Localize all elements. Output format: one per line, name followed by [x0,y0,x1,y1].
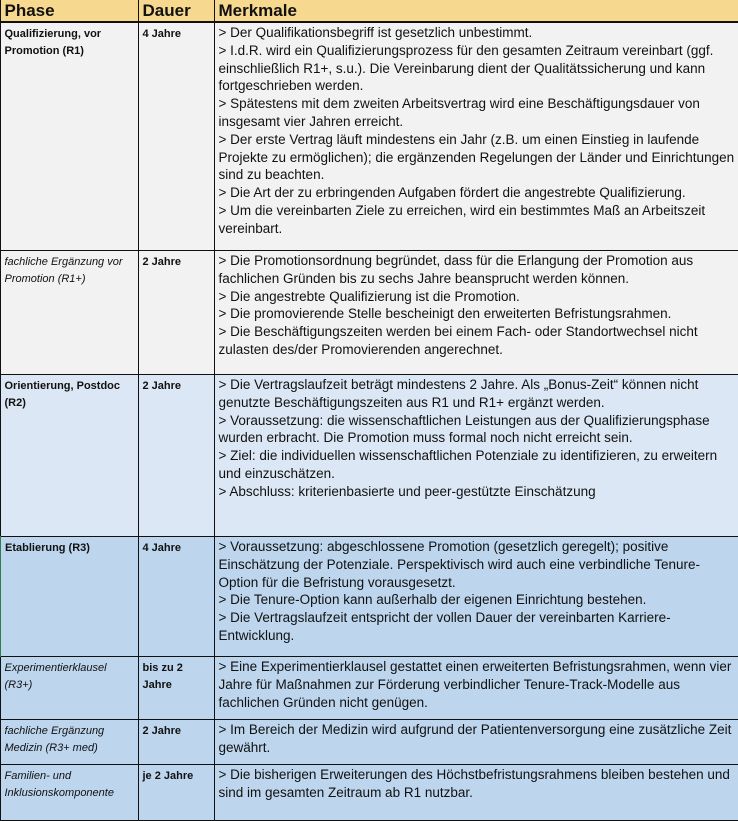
merkmal-item: > I.d.R. wird ein Qualifizierungsprozess für den gesamten Zeitraum vereinbart (ggf. einschließlich R1+, s.u.). Die Vereinbarung dient der Qualitätssicherung und kann fortgeschrieben werden. [218,42,714,94]
merkmale-cell [214,720,738,765]
header-dauer: Dauer [138,0,214,22]
merkmal-item: > Die angestrebte Qualifizierung ist die Promotion. [218,288,520,304]
phase-cell: fachliche Ergänzung vor Promotion (R1+) [0,251,138,375]
merkmal-item: > Abschluss: kriterienbasierte und peer-gestützte Einschätzung [218,483,596,499]
merkmal-item: > Voraussetzung: abgeschlossene Promotion (gesetzlich geregelt); positive Einschätzung der Potenziale. Perspektivisch wird auch eine verbindliche Tenure-Option für die Befristung vorausgesetzt. [218,539,701,590]
dauer-cell: 2 Jahre [138,375,214,537]
dauer-cell: 2 Jahre [138,720,214,765]
table-row-r2 [0,375,738,537]
table-row-r1 [0,22,738,251]
merkmal-item: > Ziel: die individuellen wissenschaftlichen Potenziale zu identifizieren, zu erweitern und einzuschätzen. [218,448,718,481]
merkmal-item: > Die Art der zu erbringenden Aufgaben fördert die angestrebte Qualifizierung. [218,185,686,201]
merkmal-item: > Die Beschäftigungszeiten werden bei einem Fach- oder Standortwechsel nicht zulasten des/der Promovierenden angerechnet. [218,324,698,357]
phase-cell: Experimentierklausel (R3+) [0,657,138,720]
merkmale-cell [214,375,738,537]
dauer-cell: bis zu 2 Jahre [138,657,214,720]
merkmal-item: > Der erste Vertrag läuft mindestens ein Jahr (z.B. um einen Einstieg in laufende Projekte zu ermöglichen); die ergänzenden Regelungen der Länder und Einrichtungen sind zu beachten. [218,131,735,183]
table-row-r3plus-med [0,720,738,765]
merkmal-item: > Spätestens mit dem zweiten Arbeitsvertrag wird eine Beschäftigungsdauer von insgesamt vier Jahren erreicht. [218,96,700,129]
merkmale-cell [214,765,738,821]
dauer-cell: 4 Jahre [138,537,214,657]
dauer-cell: je 2 Jahre [138,765,214,821]
merkmal-item: > Die promovierende Stelle bescheinigt den erweiterten Befristungsrahmen. [218,306,672,322]
phase-cell: Qualifizierung, vor Promotion (R1) [0,22,138,251]
merkmal-item: > Die Promotionsordnung begründet, dass für die Erlangung der Promotion aus fachlichen Gründen bis zu sechs Jahre beansprucht werden können. [218,253,694,286]
merkmal-item: > Die Vertragslaufzeit beträgt mindestens 2 Jahre. Als „Bonus-Zeit“ können nicht genutzte Beschäftigungszeiten aus R1 und R1+ ergänzt werden. [218,377,699,410]
dauer-cell: 2 Jahre [138,251,214,375]
table-row-familien [0,765,738,821]
phase-cell: Familien- und Inklusionskomponente [0,765,138,821]
merkmal-item: > Die bisherigen Erweiterungen des Höchstbefristungsrahmens bleiben bestehen und sind im gesamten Zeitraum ab R1 nutzbar. [218,767,730,800]
merkmale-cell [214,22,738,251]
dauer-cell: 4 Jahre [138,22,214,251]
merkmal-item: > Im Bereich der Medizin wird aufgrund der Patientenversorgung eine zusätzliche Zeit gewährt. [218,722,732,755]
phase-cell: fachliche Ergänzung Medizin (R3+ med) [0,720,138,765]
table-row-r3 [0,537,738,657]
phase-cell: Etablierung (R3) [0,537,138,657]
merkmal-item: > Voraussetzung: die wissenschaftlichen Leistungen aus der Qualifizierungsphase wurden erbracht. Die Promotion muss formal noch nicht erreicht sein. [218,412,710,446]
header-merkmale: Merkmale [214,0,738,22]
header-phase: Phase [0,0,138,22]
merkmale-cell [214,251,738,375]
merkmal-item: > Der Qualifikationsbegriff ist gesetzlich unbestimmt. [218,25,533,40]
phase-cell: Orientierung, Postdoc (R2) [0,375,138,537]
table-row-r3plus [0,657,738,720]
merkmale-cell [214,657,738,720]
merkmal-item: > Eine Experimentierklausel gestattet einen erweiterten Befristungsrahmen, wenn vier Jahre für Maßnahmen zur Förderung verbindlicher Tenure-Track-Modelle aus fachlichen Gründen nicht genügen. [218,659,732,710]
header-row [0,0,738,22]
merkmal-item: > Um die vereinbarten Ziele zu erreichen, wird ein bestimmtes Maß an Arbeitszeit vereinbart. [218,202,706,236]
merkmal-item: > Die Vertragslaufzeit entspricht der vollen Dauer der vereinbarten Karriere-Entwicklung. [218,610,671,643]
table-row-r1plus [0,251,738,375]
merkmal-item: > Die Tenure-Option kann außerhalb der eigenen Einrichtung bestehen. [218,592,647,608]
merkmale-cell [214,537,738,657]
